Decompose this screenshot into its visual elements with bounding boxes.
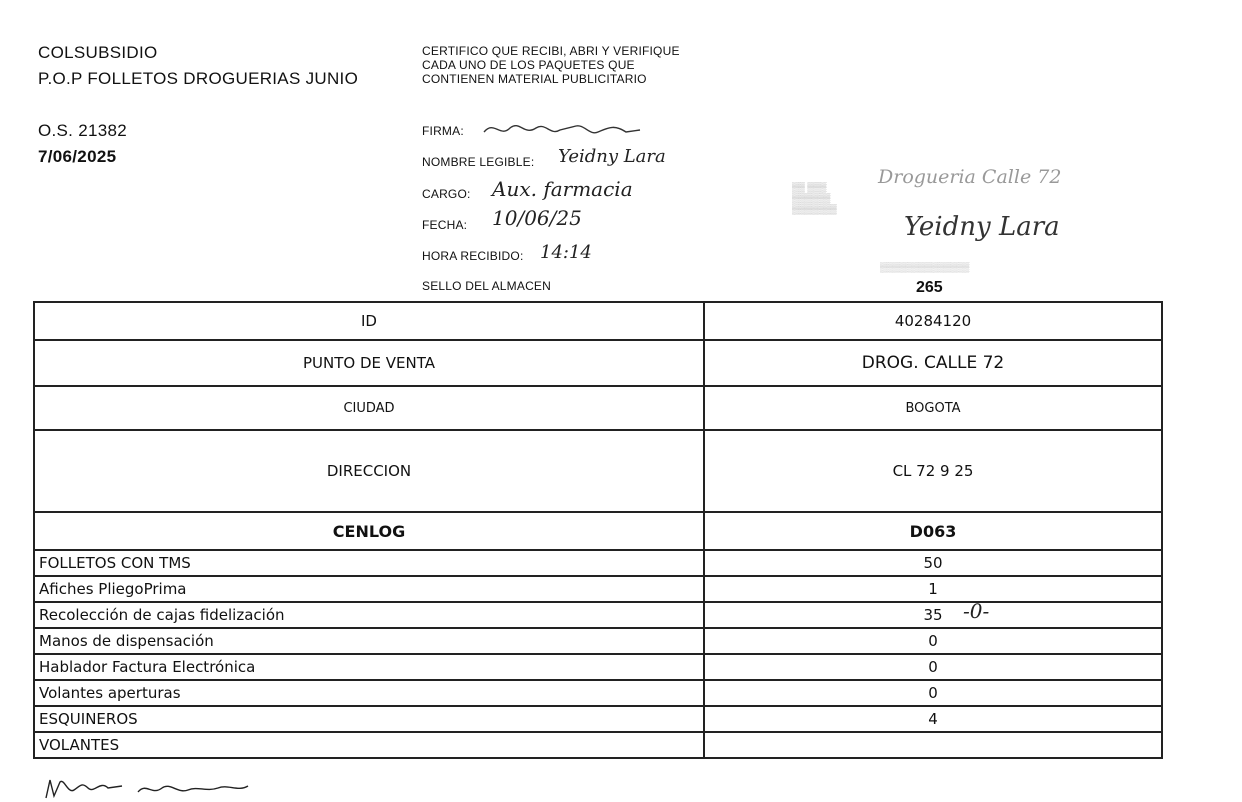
hora-label: HORA RECIBIDO: — [422, 249, 524, 263]
info-row-punto-venta — [34, 340, 1162, 386]
stamp-text: Drogueria Calle 72 — [878, 166, 1062, 188]
info-value: BOGOTA — [704, 386, 1162, 430]
info-row-direccion — [34, 430, 1162, 512]
cargo-label: CARGO: — [422, 187, 471, 201]
fecha-value: 10/06/25 — [492, 206, 582, 230]
info-label: ID — [34, 302, 704, 340]
item-label: Hablador Factura Electrónica — [34, 654, 704, 680]
info-label: DIRECCION — [34, 430, 704, 512]
item-label: ESQUINEROS — [34, 706, 704, 732]
info-row-id — [34, 302, 1162, 340]
item-row — [34, 706, 1162, 732]
item-label: FOLLETOS CON TMS — [34, 550, 704, 576]
info-value: D063 — [704, 512, 1162, 550]
delivery-table — [33, 301, 1163, 759]
info-row-cenlog — [34, 512, 1162, 550]
info-row-ciudad — [34, 386, 1162, 430]
footer-signature — [42, 772, 272, 802]
nombre-label: NOMBRE LEGIBLE: — [422, 155, 535, 169]
info-label: CENLOG — [34, 512, 704, 550]
item-row — [34, 732, 1162, 758]
item-label: Recolección de cajas fidelización — [34, 602, 704, 628]
item-row — [34, 680, 1162, 706]
item-value — [704, 732, 1162, 758]
firma-signature — [480, 114, 660, 144]
stamp-small-print: ▒▒ ▒▒▒ ▒▒▒▒▒▒ ▒▒▒▒▒▒▒ — [792, 182, 837, 214]
item-value-cell — [704, 599, 1162, 628]
item-label: Volantes aperturas — [34, 680, 704, 706]
certificate-text: CERTIFICO QUE RECIBI, ABRI Y VERIFIQUE CADA UNO DE LOS PAQUETES QUE CONTIENEN MATERIAL PUBLICITARIO — [422, 44, 680, 86]
order-number: O.S. 21382 — [38, 121, 128, 140]
item-row — [34, 576, 1162, 602]
handwritten-annotation: -0- — [963, 599, 990, 623]
document-description: P.O.P FOLLETOS DROGUERIAS JUNIO — [38, 69, 359, 88]
info-label: CIUDAD — [34, 386, 704, 430]
item-value: 35 — [923, 606, 943, 624]
stamp-signature: Yeidny Lara — [904, 212, 1060, 242]
fecha-label: FECHA: — [422, 218, 468, 232]
sheet-number: 265 — [916, 279, 943, 296]
item-value: 0 — [704, 628, 1162, 654]
company-name: COLSUBSIDIO — [38, 43, 158, 62]
item-row — [34, 602, 1162, 628]
hora-value: 14:14 — [540, 242, 592, 263]
info-value: CL 72 9 25 — [704, 430, 1162, 512]
item-value: 50 — [704, 550, 1162, 576]
info-label: PUNTO DE VENTA — [34, 340, 704, 386]
item-label: VOLANTES — [34, 732, 704, 758]
firma-label: FIRMA: — [422, 124, 464, 138]
nombre-value: Yeidny Lara — [558, 146, 666, 167]
info-value: 40284120 — [704, 302, 1162, 340]
item-row — [34, 628, 1162, 654]
item-row — [34, 654, 1162, 680]
header-left — [38, 40, 358, 170]
stamp-footer-print: ▒▒▒▒▒▒▒▒▒▒▒▒▒▒ — [880, 262, 970, 272]
sello-label: SELLO DEL ALMACEN — [422, 279, 552, 293]
item-value: 1 — [704, 576, 1162, 602]
document-date: 7/06/2025 — [38, 147, 117, 166]
item-row — [34, 550, 1162, 576]
item-value: 0 — [704, 654, 1162, 680]
item-label: Manos de dispensación — [34, 628, 704, 654]
item-label: Afiches PliegoPrima — [34, 576, 704, 602]
cargo-value: Aux. farmacia — [492, 177, 633, 201]
info-value: DROG. CALLE 72 — [704, 340, 1162, 386]
item-value: 4 — [704, 706, 1162, 732]
item-value: 0 — [704, 680, 1162, 706]
